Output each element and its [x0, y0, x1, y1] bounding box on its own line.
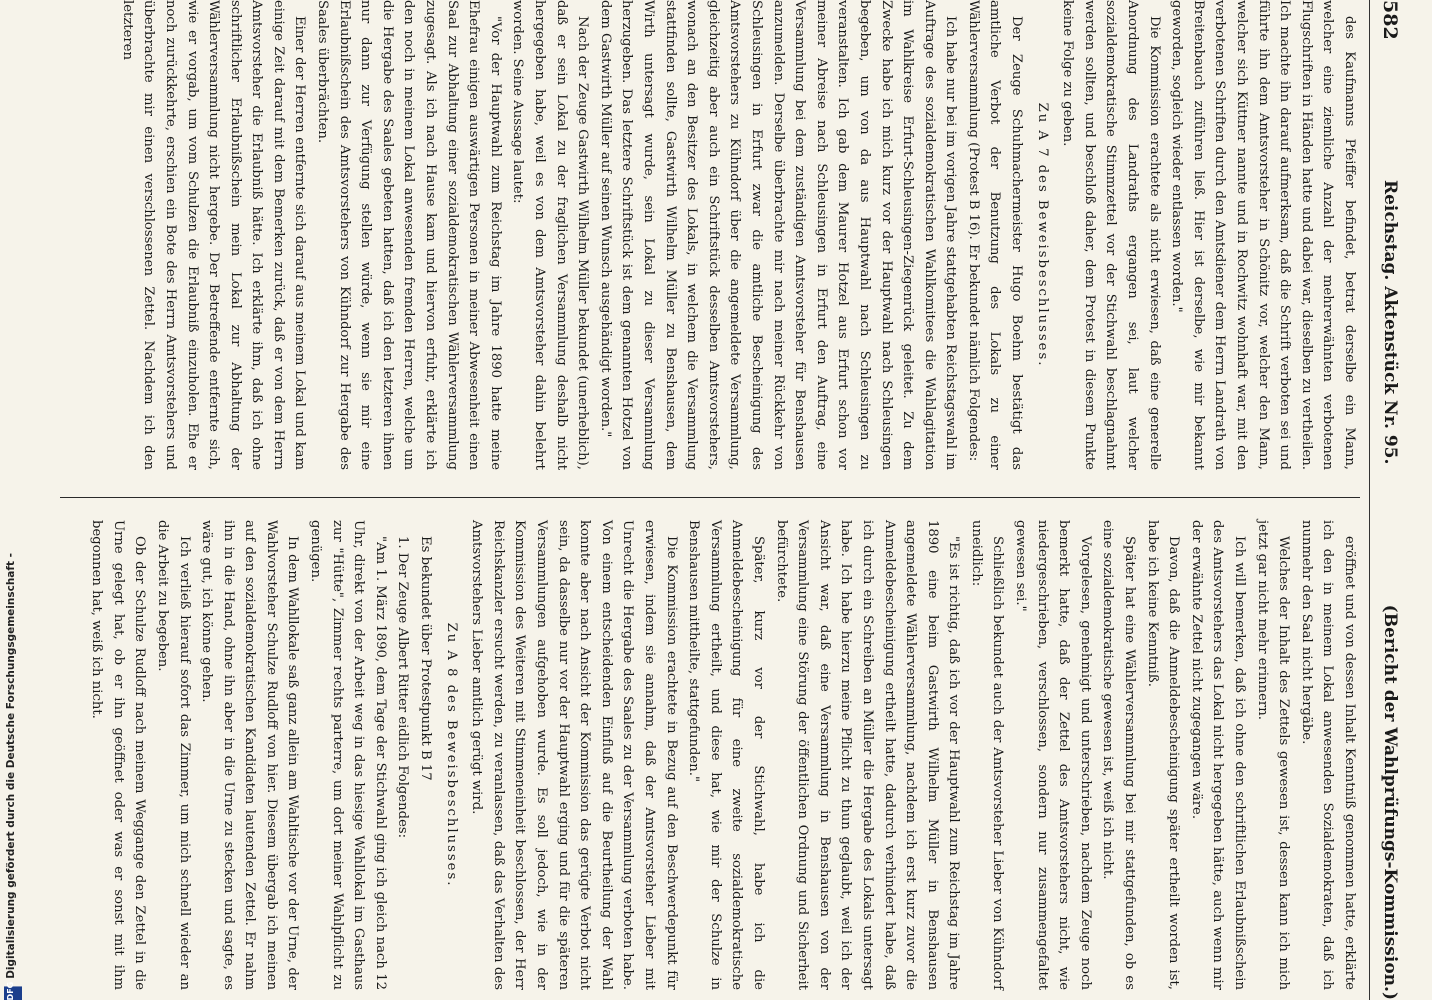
credit-text: Digitalisierung gefördert durch die Deutsche Forschungsgemeinschaft - [5, 552, 17, 979]
dfg-logo: DFG [4, 986, 22, 1000]
paragraph: Ob der Schulze Rudloff nach meinem Weggange den Zettel in die Urne gelegt hat, ob er ihn geöffnet oder was er sonst mit ihm begonnen hat, weiß ich nicht. [89, 520, 148, 990]
paragraph: eröffnet und von dessen Inhalt Kenntniß genommen hatte, erklärte ich den in meinem Lokal anwesenden Sozialdemokraten, daß ich nunmehr den Saal nicht hergäbe. [1298, 520, 1357, 990]
column-right [85, 520, 1360, 990]
paragraph: Vorgelesen, genehmigt und unterschrieben, nachdem Zeuge noch bemerkt hatte, daß der Zettel des Amtsvorstehers nicht, wie niedergeschrieben, verschlossen, sondern nur zusammengefaltet gewesen sei." [1013, 520, 1093, 990]
paragraph: "Am 1. März 1890, dem Tage der Stichwahl ging ich gleich nach 12 Uhr, direkt von der Arbeit weg in das hiesige Wahllokal im Gasthaus zur "Hütte", Zimmer rechts parterre, um dort meiner Wahlpflicht zu genügen. [308, 520, 388, 990]
paragraph: Der Zeuge Schuhmachermeister Hugo Boehm bestätigt das amtliche Verbot der Benutzung des Lokals zu einer Wählerversammlung (Protest B 16). Er bekundet nämlich Folgendes: [965, 0, 1025, 470]
header-section: (Bericht der Wahlprüfungs-Kommission.) [1380, 604, 1400, 1000]
column-divider [60, 497, 1360, 498]
paragraph: "Es ist richtig, daß ich vor der Hauptwahl zum Reichstag im Jahre 1890 eine beim Gastwirth Wilhelm Müller in Benshausen angemeldete Wählerversammlung, nachdem ich erst kurz zuvor die Anmeldebescheinigung ertheilt hatte, dadurch verhindert habe, daß ich durch ein Schreiben an Müller die Hergabe des Lokals untersagt habe. Ich habe hierzu meine Pflicht zu thun geglaubt, weil ich der Ansicht war, daß eine Versammlung in Benshausen von der Versammlung eine Störung der öffentlichen Ordnung und Sicherheit befürchtete. [773, 520, 962, 990]
page-number: 582 [1379, 0, 1401, 40]
paragraph: Die Kommission erachtete als nicht erwiesen, daß eine generelle Anordnung des Landraths ergangen sei, laut welcher sozialdemokratische Stimmzettel vor der Stichwahl beschlagnahmt werden sollten, und beschloß daher, dem Protest in diesem Punkte keine Folge zu geben. [1060, 0, 1162, 470]
paragraph: Ich habe nur bei im vorigen Jahre stattgehabten Reichstagswahl im Auftrage des sozialdemokratischen Wahlkomitees die Wahlagitation im Wahlkreise Erfurt-Schleusingen-Ziegenrück geleitet. Zu dem Zwecke habe ich mich kurz vor der Hauptwahl nach Schleusingen begeben, um von da aus Hauptwahl nach Schleusingen zu veranstalten. Ich gab dem Maurer Hotzel aus Erfurt schon vor meiner Abreise nach Schleusingen in Erfurt den Auftrag, eine Versammlung bei dem zuständigen Amtsvorsteher für Benshausen anzumelden. Derselbe überbrachte mir nach meiner Rückkehr von Schleusingen in Erfurt zwar die amtliche Bescheinigung des Amtsvorstehers zu Kühndorf über die angemeldete Versammlung, gleichzeitig aber auch ein Schriftstück desselben Amtsvorstehers, wonach an den Besitzer des Lokals, in welchem die Versammlung stattfinden sollte, Gastwirth Wilhelm Müller zu Benshausen, dem Wirth untersagt wurde, sein Lokal zu dieser Versammlung herzugeben. Das letztere Schriftstück ist dem genannten Hotzel von dem Gastwirth Müller auf seinen Wunsch ausgehändigt worden." [597, 0, 959, 470]
paragraph: Es bekundet über Protestpunkt B 17 [418, 536, 434, 781]
paragraph: Welches der Inhalt des Zettels gewesen ist, dessen kann ich mich jetzt gar nicht mehr erinnern. [1254, 520, 1292, 990]
paragraph: "Vor der Hauptwahl zum Reichstag im Jahre 1890 hatte meine Ehefrau einigen auswärtigen Personen in meiner Abwesenheit einen Saal zur Abhaltung einer sozialdemokratischen Wählerversammlung zugesagt. Als ich nach Hause kam und hiervon erfuhr, erklärte ich den noch in meinem Lokal anwesenden fremden Herren, welche um die Hergabe des Saales gebeten hatten, daß ich den letzteren ihnen nur dann zur Verfügung stellen würde, wenn sie mir eine Erlaubnißschein des Amtsvorstehers von Kühndorf zur Hergabe des Saales überbrächten. [315, 0, 503, 470]
digitization-credit [0, 0, 26, 1000]
paragraph: Einer der Herren entfernte sich darauf aus meinem Lokal und kam einige Zeit darauf mit dem Bemerken zurück, daß er von dem Herrn Amtsvorsteher die Erlaubniß hätte. Ich erklärte ihm, daß ich ohne schriftlicher Erlaubnißschein mein Lokal zur Abhaltung der Wählerversammlung nicht hergebe. Der Betreffende entfernte sich, wie er vorgab, um vom Schulzen die Erlaubniß einzuholen. Ehe er noch zurückkehrte, erschien ein Bote des Herrn Amtsvorstehers und überbrachte mir einen verschlossenen Zettel. Nachdem ich den letzteren [119, 0, 308, 470]
header-title: Reichstag. Aktenstück Nr. 95. [1380, 179, 1400, 465]
paragraph: Nach der Zeuge Gastwirth Wilhelm Müller bekundet (unerheblich), daß er sein Lokal zu der fraglichen Versammlung deshalb nicht hergegeben habe, weil es von dem Amtsvorsteher dahin belehrt worden. Seine Aussage lautet: [510, 0, 591, 470]
paragraph: Ich verließ hierauf sofort das Zimmer, um mich schnell wieder an die Arbeit zu begeben. [154, 520, 192, 990]
paragraph: Davon, daß die Anmeldebescheinigung später ertheilt worden ist, habe ich keine Kenntniß. [1144, 520, 1182, 990]
paragraph: Ich will bemerken, daß ich ohne den schriftlichen Erlaubnißschein des Amtsvorstehers das Lokal nicht hergegeben hätte, auch wenn mir der erwähnte Zettel nicht zugegangen wäre. [1188, 520, 1248, 990]
paragraph: Später hat eine Wählerversammlung bei mir stattgefunden, ob es eine sozialdemokratische gewesen ist, weiß ich nicht. [1100, 520, 1138, 990]
paragraph: In dem Wahllokale saß ganz allein am Wahltische vor der Urne, der Wahlvorsteher Schulze Rudloff von hier. Diesem übergab ich meinen auf den sozialdemokratischen Kandidaten lautenden Zettel. Er nahm ihn in die Hand, ohne ihn aber in die Urne zu stecken und sagte, es wäre gut, ich könne gehen. [199, 520, 301, 990]
paragraph: Zu A 8 des Beweisbeschlusses. [443, 622, 459, 888]
paragraph: Die Kommission erachtete in Bezug auf den Beschwerdepunkt für erwiesen, indem sie annahm, daß der Amtsvorsteher Lieber mit Unrecht die Hergabe des Saales zu der Versammlung verboten habe. Von einem entscheidenden Einfluß auf die Beurtheilung der Wahl konnte aber nach Ansicht der Kommission das gerügte Verbot nicht sein, da dasselbe nur vor der Hauptwahl erging und für die späteren Versammlungen aufgehoben wurde. Es soll jedoch, wie in der Kommission des Weiteren mit Stimmeneinheit beschlossen, der Herr Reichskanzler ersucht werden, zu veranlassen, daß das Verhalten des Amtsvorstehers Lieber amtlich gerügt wird. [469, 520, 679, 990]
paragraph: des Kaufmanns Pfeiffer befindet, betrat derselbe ein Mann, welcher eine ziemliche Anzahl der mehrerwähnten verbotenen Flugschriften in Händen hatte und dabei war, dieselben zu vertheilen. Ich machte ihn darauf aufmerksam, daß die Schrift verboten sei und führte ihn dem Amtsvorsteher in Schönitz vor, welcher den Mann, welcher sich Küttner nannte und in Rochwitz wohnhaft war, mit den verbotenen Schriften durch den Amtsdiener dem Herrn Landrath von Breitenbauch zuführen ließ. Hier ist derselbe, wie mir bekannt geworden, sogleich wieder entlassen worden." [1169, 0, 1357, 470]
paragraph: Zu A 7 des Beweisbeschlusses. [1034, 102, 1050, 368]
running-header [1369, 0, 1410, 1000]
paragraph: Schließlich bekundet auch der Amtsvorsteher Lieber von Kühndorf uneidlich: [968, 520, 1006, 990]
rotated-content [50, 0, 1410, 1000]
paragraph: 1. Der Zeuge Albert Ritter eidlich Folgendes: [395, 536, 411, 839]
paragraph: Später, kurz vor der Stichwahl, habe ich die Anmeldebescheinigung für eine zweite sozialdemokratische Versammlung ertheilt, und diese hat, wie mir der Schulze in Benshausen mittheilte, stattgefunden." [686, 520, 766, 990]
column-left [115, 0, 1360, 470]
